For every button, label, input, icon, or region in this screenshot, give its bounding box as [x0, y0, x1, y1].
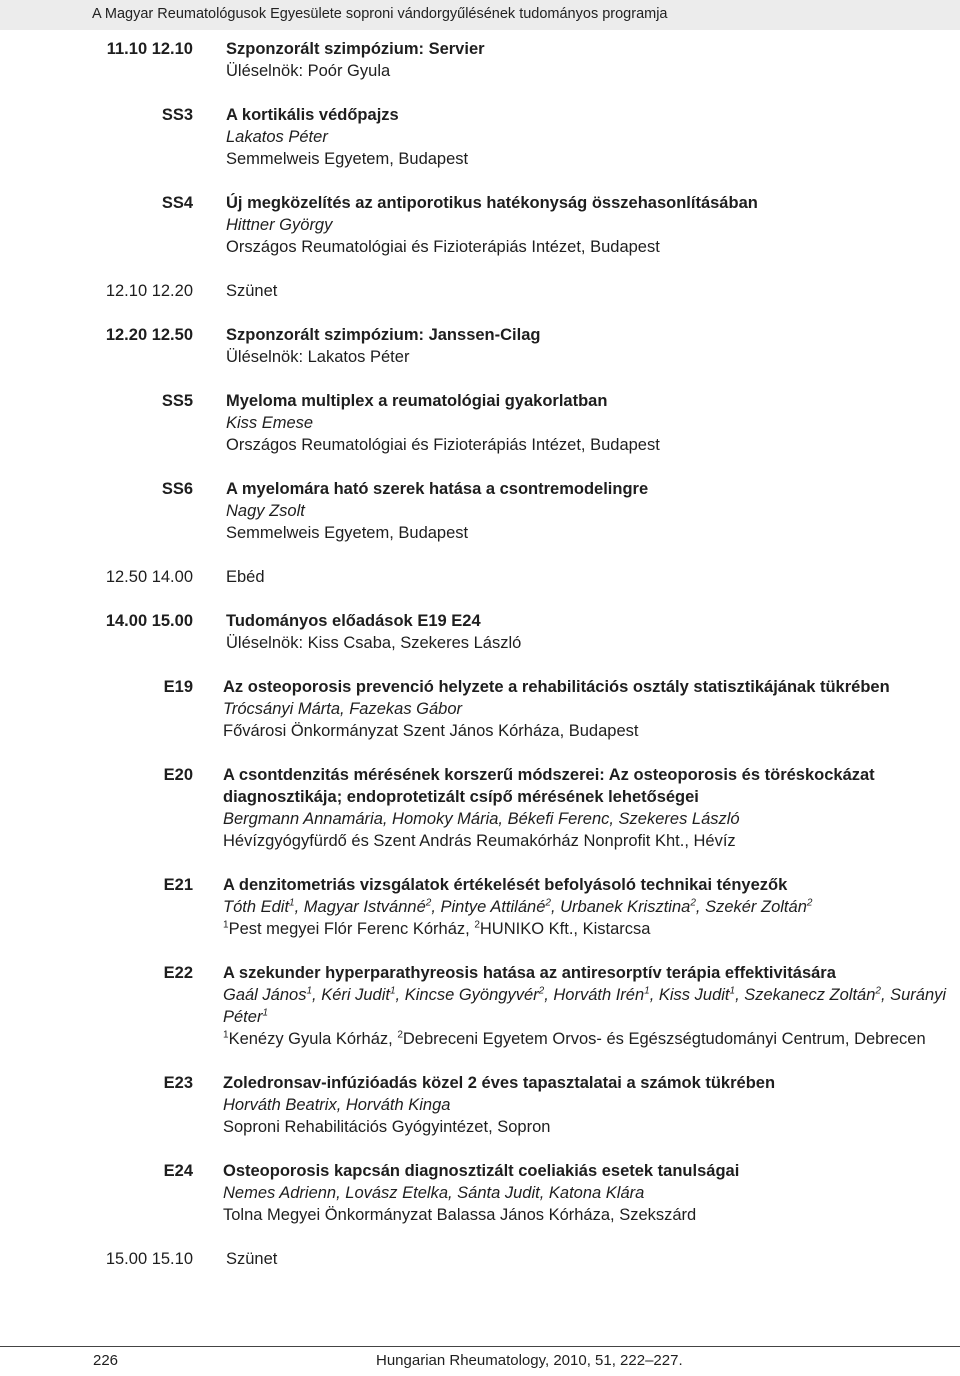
talk-block: [223, 1072, 960, 1138]
author-name: Magyar Istvánné: [303, 898, 426, 916]
program-row-talk: [0, 104, 960, 170]
session-title: Szponzorált szimpózium: Janssen-Cilag: [226, 326, 541, 344]
author-name: Surányi Péter: [223, 986, 947, 1026]
break-time: 12.50 14.00: [105, 568, 193, 586]
session-block: [226, 610, 960, 654]
talk-authors: Nemes Adrienn, Lovász Etelka, Sánta Judit, Katona Klára: [223, 1184, 645, 1202]
talk-block: [226, 478, 960, 544]
author-affiliation-mark: 2: [425, 897, 432, 909]
program-list: [0, 38, 960, 1292]
break-time: 15.00 15.10: [105, 1250, 193, 1268]
talk-code: SS5: [161, 392, 193, 410]
talk-authors: Trócsányi Márta, Fazekas Gábor: [223, 700, 463, 718]
talk-authors: Nagy Zsolt: [226, 502, 305, 520]
talk-institution: Országos Reumatológiai és Fizioterápiás Intézet, Budapest: [226, 436, 660, 454]
author-name: Urbanek Krisztina: [560, 898, 691, 916]
author-name: Kiss Judit: [658, 986, 730, 1004]
author-name: Szekanecz Zoltán: [744, 986, 876, 1004]
session-chairs: Üléselnök: Kiss Csaba, Szekeres László: [226, 634, 522, 652]
affiliation-name: HUNIKO Kft., Kistarcsa: [479, 920, 651, 938]
talk-title: Myeloma multiplex a reumatológiai gyakorlatban: [226, 392, 608, 410]
talk-institution: Országos Reumatológiai és Fizioterápiás Intézet, Budapest: [226, 238, 660, 256]
program-row-talk2: [0, 1072, 960, 1138]
program-row-talk2: [0, 962, 960, 1050]
program-row-talk2: [0, 1160, 960, 1226]
break-time: 12.10 12.20: [105, 282, 193, 300]
author-affiliation-mark: 2: [538, 985, 545, 997]
talk-block: [226, 192, 960, 258]
talk-title: Osteoporosis kapcsán diagnosztizált coeliakiás esetek tanulságai: [223, 1162, 740, 1180]
program-row-break: [0, 1248, 960, 1270]
author-name: Szekér Zoltán: [705, 898, 807, 916]
author-affiliation-mark: 2: [806, 897, 813, 909]
author-affiliation-mark: 1: [262, 1007, 268, 1019]
talk-block: [223, 764, 960, 852]
talk-code: SS6: [161, 480, 193, 498]
session-chairs: Üléselnök: Lakatos Péter: [226, 348, 410, 366]
talk-title: Zoledronsav-infúzióadás közel 2 éves tapasztalatai a számok tükrében: [223, 1074, 776, 1092]
talk-authors: Kiss Emese: [226, 414, 314, 432]
break-label: Ebéd: [226, 568, 265, 586]
break-label: Szünet: [226, 1250, 278, 1268]
talk-code: E22: [163, 964, 193, 982]
program-row-talk2: [0, 874, 960, 940]
talk-code: E23: [163, 1074, 193, 1092]
session-time: 11.10 12.10: [106, 40, 193, 58]
program-row-session: [0, 610, 960, 654]
affiliation-mark: 2: [397, 1029, 403, 1041]
author-affiliation-mark: 2: [875, 985, 881, 997]
affiliation-mark: 1: [223, 919, 229, 931]
program-row-break: [0, 566, 960, 588]
author-affiliation-mark: 2: [545, 897, 551, 909]
page-number: 226: [93, 1352, 119, 1369]
program-row-talk2: [0, 676, 960, 742]
talk-code: E19: [163, 678, 193, 696]
talk-block: [223, 874, 960, 940]
talk-institution: Semmelweis Egyetem, Budapest: [226, 524, 469, 542]
talk-code: SS3: [161, 106, 193, 124]
session-time: 12.20 12.50: [105, 326, 193, 344]
talk-block: [226, 104, 960, 170]
author-name: Kéri Judit: [321, 986, 390, 1004]
session-chairs: Üléselnök: Poór Gyula: [226, 62, 391, 80]
author-name: Pintye Attiláné: [440, 898, 546, 916]
author-affiliation-mark: 1: [389, 985, 396, 997]
talk-code: E24: [163, 1162, 193, 1180]
affiliation-mark: 1: [223, 1029, 229, 1041]
talk-title: A kortikális védőpajzs: [226, 106, 399, 124]
break-block: [226, 1248, 960, 1270]
talk-title: A denzitometriás vizsgálatok értékelését befolyásoló technikai tényezők: [223, 876, 788, 894]
author-affiliation-mark: 1: [644, 985, 650, 997]
talk-block: [223, 676, 960, 742]
session-block: [226, 38, 960, 82]
talk-title: A csontdenzitás mérésének korszerű módszerei: Az osteoporosis és töréskockázat diagnosztikája; endoprotetizált csípő mérésének lehetőségei: [223, 766, 875, 806]
talk-institution: Hévízgyógyfürdő és Szent András Reumakórház Nonprofit Kht., Hévíz: [223, 832, 736, 850]
talk-block: [223, 1160, 960, 1226]
author-name: Gaál János: [223, 986, 307, 1004]
session-title: Tudományos előadások E19 E24: [226, 612, 481, 630]
talk-block: [226, 390, 960, 456]
page-header: [0, 0, 960, 30]
talk-institution: $^1$Pest megyei Flór Ferenc Kórház, $^2$HUNIKO Kft., Kistarcsa: [223, 919, 651, 938]
author-affiliation-mark: 1: [729, 985, 736, 997]
affiliation-mark: 2: [474, 919, 480, 931]
talk-institution: Fővárosi Önkormányzat Szent János Kórháza, Budapest: [223, 722, 639, 740]
break-block: [226, 280, 960, 302]
header-title: A Magyar Reumatológusok Egyesülete soproni vándorgyűlésének tudományos programja: [92, 6, 668, 22]
author-affiliation-mark: 1: [306, 985, 313, 997]
talk-authors: Tóth Edit$^1$, Magyar Istvánné$^2$, Pintye Attiláné$^2$, Urbanek Krisztina$^2$, Szekér Zoltán$^2$: [223, 897, 813, 916]
program-row-talk: [0, 390, 960, 456]
talk-authors: Lakatos Péter: [226, 128, 328, 146]
talk-institution: $^1$Kenézy Gyula Kórház, $^2$Debreceni Egyetem Orvos- és Egészségtudományi Centrum, Debrecen: [223, 1029, 926, 1048]
talk-authors: Bergmann Annamária, Homoky Mária, Békefi Ferenc, Szekeres László: [223, 810, 740, 828]
talk-authors: Horváth Beatrix, Horváth Kinga: [223, 1096, 451, 1114]
talk-authors: Gaál János$^1$, Kéri Judit$^1$, Kincse Gyöngyvér$^2$, Horváth Irén$^1$, Kiss Judit$^1$, Szekanecz Zoltán$^2$, Surányi Péter$^1$: [223, 985, 947, 1026]
author-affiliation-mark: 1: [289, 897, 295, 909]
journal-citation: Hungarian Rheumatology, 2010, 51, 222–227.: [376, 1352, 683, 1369]
author-name: Horváth Irén: [553, 986, 645, 1004]
author-name: Tóth Edit: [223, 898, 290, 916]
session-time: 14.00 15.00: [105, 612, 193, 630]
affiliation-name: Debreceni Egyetem Orvos- és Egészségtudományi Centrum, Debrecen: [402, 1030, 926, 1048]
session-block: [226, 324, 960, 368]
session-title: Szponzorált szimpózium: Servier: [226, 40, 485, 58]
affiliation-name: Kenézy Gyula Kórház: [228, 1030, 389, 1048]
program-row-talk: [0, 478, 960, 544]
talk-code: E20: [163, 766, 193, 784]
talk-authors: Hittner György: [226, 216, 333, 234]
page-footer: [0, 1346, 960, 1369]
talk-title: Az osteoporosis prevenció helyzete a rehabilitációs osztály statisztikájának tükrében: [223, 678, 890, 696]
break-label: Szünet: [226, 282, 278, 300]
affiliation-name: Pest megyei Flór Ferenc Kórház: [228, 920, 466, 938]
break-block: [226, 566, 960, 588]
program-row-talk: [0, 192, 960, 258]
author-affiliation-mark: 2: [690, 897, 696, 909]
talk-title: Új megközelítés az antiporotikus hatékonyság összehasonlításában: [226, 194, 758, 212]
talk-institution: Tolna Megyei Önkormányzat Balassa János Kórháza, Szekszárd: [223, 1206, 697, 1224]
program-row-talk2: [0, 764, 960, 852]
program-row-break: [0, 280, 960, 302]
author-name: Kincse Gyöngyvér: [404, 986, 539, 1004]
talk-title: A szekunder hyperparathyreosis hatása az antiresorptív terápia effektivitására: [223, 964, 836, 982]
talk-institution: Semmelweis Egyetem, Budapest: [226, 150, 469, 168]
talk-code: E21: [163, 876, 193, 894]
talk-code: SS4: [161, 194, 193, 212]
program-row-session: [0, 38, 960, 82]
talk-institution: Soproni Rehabilitációs Gyógyintézet, Sopron: [223, 1118, 551, 1136]
talk-block: [223, 962, 960, 1050]
talk-title: A myelomára ható szerek hatása a csontremodelingre: [226, 480, 649, 498]
program-row-session: [0, 324, 960, 368]
